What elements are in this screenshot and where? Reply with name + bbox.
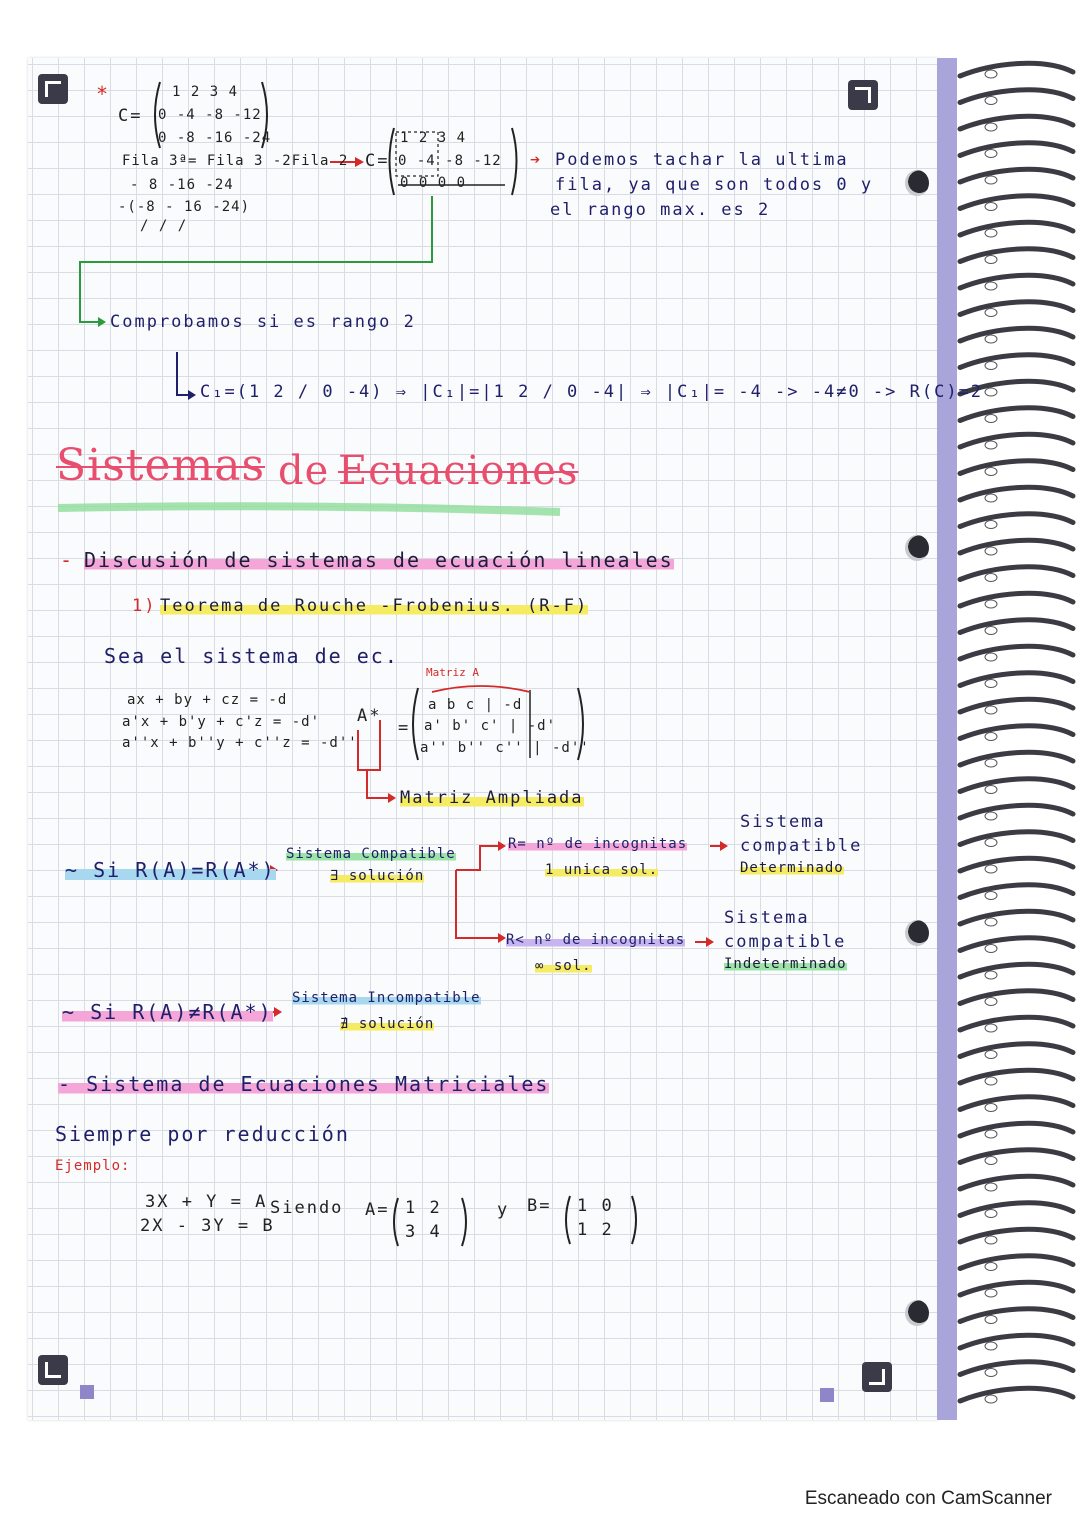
matrix-row: 1 2 3 4 [172, 84, 239, 100]
star-mark: * [96, 82, 111, 106]
matrix-row: 1 0 [577, 1196, 614, 1216]
example-equation: 2X - 3Y = B [140, 1216, 275, 1236]
note-line: Podemos tachar la ultima [555, 150, 849, 170]
matrix-row: 1 2 [405, 1198, 442, 1218]
extended-matrix-caption: Matriz Ampliada [400, 788, 584, 808]
theorem-title: Teorema de Rouche -Frobenius. (R-F) [160, 596, 589, 616]
branch-result: compatible [740, 836, 863, 856]
theorem-number: 1) [132, 596, 157, 616]
rank-check-formula: C₁=(1 2 / 0 -4) ⇒ |C₁|=|1 2 / 0 -4| ⇒ |C₁|= -4 -> -4≠0 -> R(C)=2 [200, 382, 984, 402]
branch-result: compatible [724, 932, 847, 952]
matrix-row: 0 -8 -16 -24 [158, 130, 272, 146]
matrix-row: 0 -4 -8 -12 [158, 107, 262, 123]
discussion-heading: Discusión de sistemas de ecuación lineales [84, 548, 674, 572]
matrix-row: 0 0 0 0 [400, 175, 467, 191]
equals-sign: = [398, 718, 411, 738]
matrix-row: 1 2 [577, 1220, 614, 1240]
section-title-word: Sistemas [56, 440, 266, 491]
matrix-row: a b c | -d [428, 697, 523, 713]
section-title-word: Ecuaciones [338, 448, 579, 494]
note-line: el rango max. es 2 [550, 200, 771, 220]
case-result: Sistema Incompatible [292, 990, 481, 1006]
matrix-row: a'' b'' c'' | -d'' [420, 740, 590, 756]
matrix-row: a' b' c' | -d' [424, 718, 557, 734]
matrix-a-label: Matriz A [426, 666, 479, 679]
branch-result: Indeterminado [724, 956, 847, 972]
example-word: Siendo [270, 1198, 344, 1218]
matrix-row: 0 -4 -8 -12 [398, 153, 502, 169]
example-label: Ejemplo: [55, 1158, 131, 1174]
system-equation: a'x + b'y + c'z = -d' [122, 714, 321, 730]
matrix-label: C= [365, 151, 390, 171]
rank-check-text: Comprobamos si es rango 2 [110, 312, 416, 332]
case-condition: ~ Si R(A)=R(A*) [65, 858, 276, 882]
method-text: Siempre por reducción [55, 1122, 350, 1146]
case-result: Sistema Compatible [286, 846, 456, 862]
branch-solutions: ∞ sol. [535, 958, 592, 974]
row-operation: Fila 3ª= Fila 3 -2Fila 2 [122, 153, 349, 169]
branch-result: Sistema [724, 908, 810, 928]
matrix-label: B= [527, 1196, 552, 1216]
case-condition: ~ Si R(A)≠R(A*) [62, 1000, 273, 1024]
extended-matrix-label: A* [357, 706, 382, 726]
branch-result: Determinado [740, 860, 844, 876]
matrix-row: 1 2 3 4 [400, 130, 467, 146]
system-intro: Sea el sistema de ec. [104, 644, 399, 668]
branch-condition: R< nº de incognitas [506, 932, 686, 948]
matrix-label: A= [365, 1200, 390, 1220]
section-title-word: de [278, 448, 330, 494]
scanner-watermark: Escaneado con CamScanner [804, 1488, 1052, 1509]
row-operation-line: / / / [140, 218, 188, 234]
branch-condition: R= nº de incognitas [508, 836, 688, 852]
system-equation: ax + by + cz = -d [127, 692, 288, 708]
branch-solutions: 1 unica sol. [545, 862, 659, 878]
row-operation-line: - 8 -16 -24 [130, 177, 234, 193]
case-result: ∄ solución [340, 1016, 435, 1032]
matrix-equations-heading: - Sistema de Ecuaciones Matriciales [58, 1072, 550, 1096]
row-operation-line: -(-8 - 16 -24) [118, 199, 251, 215]
case-result: ∃ solución [330, 868, 425, 884]
arrow-icon: ➔ [530, 150, 543, 170]
system-equation: a''x + b''y + c''z = -d'' [122, 735, 358, 751]
bullet-dash: - [60, 548, 75, 572]
note-line: fila, ya que son todos 0 y [555, 175, 874, 195]
conjunction: y [497, 1200, 510, 1220]
example-equation: 3X + Y = A [145, 1192, 268, 1212]
matrix-label: C= [118, 106, 143, 126]
matrix-row: 3 4 [405, 1222, 442, 1242]
branch-result: Sistema [740, 812, 826, 832]
